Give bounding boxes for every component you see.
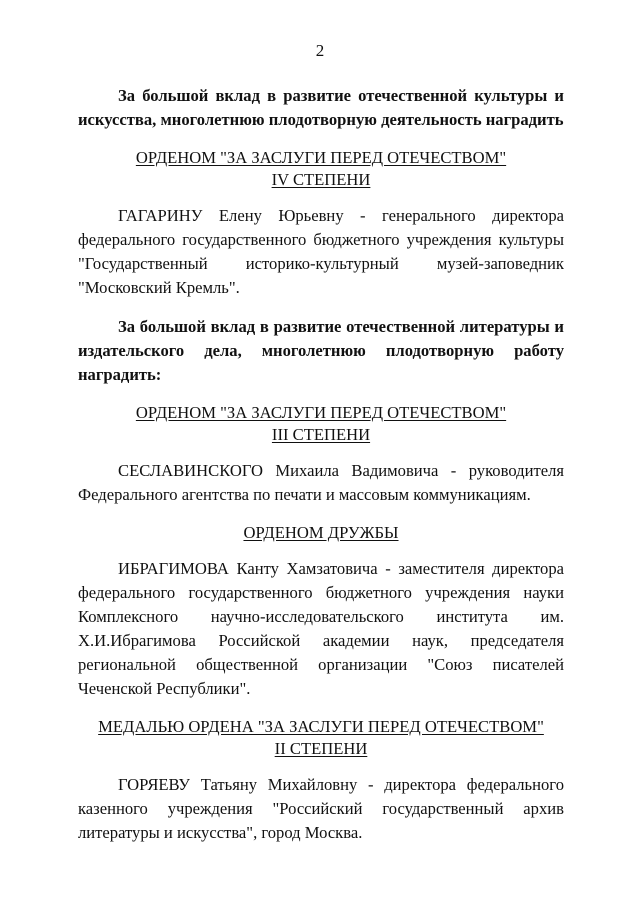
section-intro: За большой вклад в развитие отечественной культуры и искусства, многолетнюю плодотворную деятельность наградить [78,86,564,129]
award-title-line2: IV СТЕПЕНИ [271,170,371,189]
recipient-paragraph: ГАГАРИНУ Елену Юрьевну - генерального директора федерального государственного бюджетного учреждения культуры "Государственный историко-культурный музей-заповедник "Московский Кремль". [78,206,564,297]
award-title-line2: II СТЕПЕНИ [274,739,368,758]
award-title-line1: МЕДАЛЬЮ ОРДЕНА "ЗА ЗАСЛУГИ ПЕРЕД ОТЕЧЕСТВОМ" [98,717,544,736]
award-title [78,402,564,424]
award-title-line1: ОРДЕНОМ ДРУЖБЫ [243,523,399,542]
recipient-paragraph: ГОРЯЕВУ Татьяну Михайловну - директора федерального казенного учреждения "Российский государственный архив литературы и искусства", город Москва. [78,775,564,842]
section-intro: За большой вклад в развитие отечественной литературы и издательского дела, многолетнюю плодотворную работу наградить: [78,317,564,384]
award-degree [78,738,564,760]
award-title [78,522,564,544]
award-title-line2: III СТЕПЕНИ [271,425,371,444]
recipient-paragraph: ИБРАГИМОВА Канту Хамзатовича - заместителя директора федерального государственного бюджетного учреждения науки Комплексного научно-исследовательского института им. Х.И.Ибрагимова Российской академии наук, председателя региональной общественной организации "Союз писателей Чеченской Республики". [78,559,564,698]
award-title [78,716,564,738]
award-title-line1: ОРДЕНОМ "ЗА ЗАСЛУГИ ПЕРЕД ОТЕЧЕСТВОМ" [135,148,507,167]
award-degree [78,424,564,446]
award-degree [78,169,564,191]
page-number: 2 [315,41,325,60]
document-body [78,84,564,845]
award-title [78,147,564,169]
recipient-paragraph: СЕСЛАВИНСКОГО Михаила Вадимовича - руководителя Федерального агентства по печати и массовым коммуникациям. [78,461,564,504]
award-title-line1: ОРДЕНОМ "ЗА ЗАСЛУГИ ПЕРЕД ОТЕЧЕСТВОМ" [135,403,507,422]
